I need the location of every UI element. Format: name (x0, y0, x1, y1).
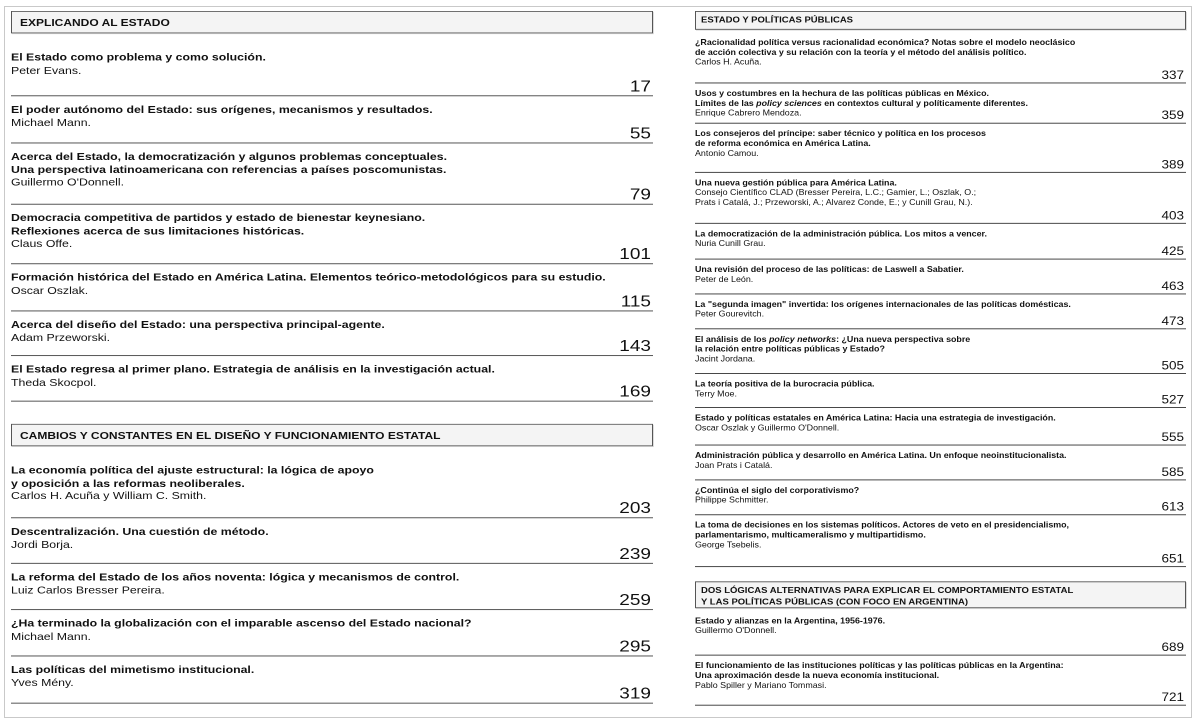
entry-title: Una nueva gestión pública para América Latina. (695, 178, 897, 188)
entry-author: Enrique Cabrero Mendoza. (695, 108, 802, 118)
entry-author: Oscar Oszlak. (11, 284, 89, 297)
entry-page-number: 55 (629, 125, 651, 143)
section-header-text: ESTADO Y POLÍTICAS PÚBLICAS (701, 15, 854, 26)
section-header-text: Y LAS POLÍTICAS PÚBLICAS (CON FOCO EN ARGENTINA) (701, 597, 969, 608)
entry-title: de reforma económica en América Latina. (695, 138, 871, 148)
entry-page-number: 721 (1161, 690, 1184, 704)
entry-title: El funcionamiento de las instituciones políticas y las políticas públicas en la Argentina: (695, 660, 1064, 670)
entry-title: Los consejeros del príncipe: saber técnico y política en los procesos (695, 129, 986, 138)
entry-title: Descentralización. Una cuestión de método. (11, 525, 269, 538)
entry-title: El Estado regresa al primer plano. Estrategia de análisis en la investigación actual. (11, 363, 495, 376)
entry-author: Oscar Oszlak y Guillermo O'Donnell. (695, 423, 840, 433)
entry-author: Peter de León. (695, 274, 754, 284)
entry-author: Yves Mény. (11, 676, 74, 689)
entry-author: Consejo Científico CLAD (Bresser Pereira, L.C.; Gamier, L.; Oszlak, O.; (695, 188, 977, 197)
entry-title: y oposición a las reformas neoliberales. (11, 477, 245, 489)
entry-page-number: 143 (619, 337, 651, 356)
entry-title: La reforma del Estado de los años noventa: lógica y mecanismos de control. (11, 571, 460, 583)
entry-author: Guillermo O'Donnell. (695, 626, 777, 636)
entry-author: Jacint Jordana. (695, 354, 756, 364)
entry-page-number: 505 (1161, 358, 1184, 373)
entry-author: Philippe Schmitter. (695, 495, 769, 505)
entry-author: Pablo Spiller y Mariano Tommasi. (695, 680, 827, 690)
entry-author: Jordi Borja. (11, 538, 74, 551)
entry-page-number: 463 (1161, 279, 1184, 293)
entry-page-number: 613 (1161, 500, 1184, 514)
entry-title: Una revisión del proceso de las políticas: de Laswell a Sabatier. (695, 264, 964, 274)
entry-author: Nuria Cunill Grau. (695, 238, 766, 248)
entry-page-number: 101 (619, 245, 651, 264)
entry-title: de acción colectiva y su relación con la teoría y el método del análisis político. (695, 47, 1027, 57)
entry-author: Joan Prats i Catalá. (695, 460, 773, 470)
toc-entry[interactable] (695, 300, 1186, 330)
entry-title: Formación histórica del Estado en América Latina. Elementos teórico-metodológicos para su estudio. (11, 271, 606, 284)
entry-page-number: 203 (619, 500, 651, 518)
entry-page-number: 585 (1161, 465, 1184, 479)
entry-page-number: 319 (619, 685, 651, 703)
toc-entry[interactable] (11, 526, 653, 564)
entry-page-number: 359 (1161, 108, 1184, 122)
section-header (695, 11, 1186, 30)
entry-page-number: 259 (619, 591, 651, 610)
entry-author: Carlos H. Acuña y William C. Smith. (11, 490, 207, 502)
entry-title: ¿Continúa el siglo del corporativismo? (695, 485, 860, 495)
entry-page-number: 169 (619, 383, 651, 401)
toc-entry[interactable] (11, 151, 653, 205)
toc-entry[interactable] (695, 335, 1186, 374)
right-column (695, 11, 1186, 711)
section-header-text: CAMBIOS Y CONSTANTES EN EL DISEÑO Y FUNCIONAMIENTO ESTATAL (20, 429, 441, 442)
toc-entry[interactable] (695, 661, 1186, 706)
toc-entry[interactable] (695, 521, 1186, 567)
toc-entry[interactable] (11, 319, 653, 356)
entry-author: Adam Przeworski. (11, 331, 111, 344)
section-header (11, 424, 653, 446)
entry-title: Acerca del Estado, la democratización y algunos problemas conceptuales. (11, 150, 447, 163)
entry-title: La toma de decisiones en los sistemas políticos. Actores de veto en el presidencialismo, (695, 520, 1070, 530)
entry-page-number: 389 (1161, 157, 1184, 172)
section-header-text: DOS LÓGICAS ALTERNATIVAS PARA EXPLICAR EL COMPORTAMIENTO ESTATAL (701, 585, 1074, 596)
toc-entry[interactable] (695, 129, 1186, 173)
entry-title: Las políticas del mimetismo institucional. (11, 663, 255, 676)
entry-author: Antonio Camou. (695, 148, 759, 158)
entry-title: Una perspectiva latinoamericana con referencias a países poscomunistas. (11, 163, 447, 176)
entry-title: ¿Racionalidad política versus racionalidad económica? Notas sobre el modelo neoclásico (695, 37, 1076, 47)
section-header (695, 581, 1186, 608)
entry-page-number: 689 (1161, 640, 1184, 654)
entry-page-number: 79 (629, 186, 651, 204)
toc-entry[interactable] (11, 571, 653, 610)
toc-entry[interactable] (11, 664, 653, 704)
entry-title: La economía política del ajuste estructural: la lógica de apoyo (11, 464, 374, 477)
toc-entry[interactable] (695, 451, 1186, 481)
entry-author: Peter Gourevitch. (695, 309, 765, 319)
entry-author: Peter Evans. (11, 64, 82, 76)
toc-entry[interactable] (11, 212, 653, 264)
toc-entry[interactable] (695, 379, 1186, 408)
entry-page-number: 473 (1161, 314, 1184, 328)
entry-page-number: 115 (620, 293, 651, 311)
entry-title: Reflexiones acerca de sus limitaciones históricas. (11, 224, 305, 237)
toc-entry[interactable] (11, 618, 653, 657)
entry-page-number: 527 (1161, 392, 1184, 407)
entry-title: La democratización de la administración pública. Los mitos a vencer. (695, 229, 987, 239)
entry-author: Luiz Carlos Bresser Pereira. (11, 583, 165, 596)
toc-entry[interactable] (695, 486, 1186, 516)
toc-entry[interactable] (11, 363, 653, 401)
entry-title: El poder autónomo del Estado: sus orígenes, mecanismos y resultados. (11, 103, 433, 116)
entry-author: Michael Mann. (11, 116, 91, 129)
entry-title: Estado y políticas estatales en América Latina: Hacia una estrategia de investigación. (695, 413, 1056, 423)
entry-author: Carlos H. Acuña. (695, 57, 762, 67)
section-header (11, 11, 653, 33)
entry-page-number: 403 (1161, 208, 1184, 222)
entry-page-number: 239 (619, 545, 651, 563)
entry-title: La teoría positiva de la burocracia pública. (695, 379, 875, 389)
toc-entry[interactable] (11, 272, 653, 312)
toc-entry[interactable] (11, 464, 653, 518)
entry-author: Michael Mann. (11, 630, 91, 642)
entry-title: El análisis de los policy networks: ¿Una nueva perspectiva sobre (695, 334, 971, 344)
entry-title: La "segunda imagen" invertida: los orígenes internacionales de las políticas domésticas. (695, 299, 1071, 309)
entry-title: Acerca del diseño del Estado: una perspectiva principal-agente. (11, 318, 385, 331)
entry-page-number: 651 (1161, 551, 1184, 566)
toc-entry[interactable] (695, 229, 1186, 259)
entry-page-number: 295 (619, 638, 651, 656)
entry-title: la relación entre políticas públicas y Estado? (695, 344, 885, 354)
entry-author: Theda Skocpol. (11, 376, 97, 388)
entry-author: Terry Moe. (695, 389, 737, 399)
entry-author: George Tsebelis. (695, 540, 762, 550)
section-header-text: EXPLICANDO AL ESTADO (20, 16, 170, 29)
entry-page-number: 337 (1161, 68, 1184, 82)
left-column (11, 11, 653, 711)
entry-title: El Estado como problema y como solución. (11, 51, 266, 64)
entry-author: Guillermo O'Donnell. (11, 176, 125, 189)
toc-entry[interactable] (11, 52, 653, 97)
entry-title: Estado y alianzas en la Argentina, 1956-1976. (695, 616, 886, 626)
toc-entry[interactable] (695, 413, 1186, 445)
toc-entry[interactable] (695, 265, 1186, 295)
toc-entry[interactable] (695, 38, 1186, 84)
entry-title: parlamentarismo, multicameralismo y multipartidismo. (695, 530, 926, 540)
toc-entry[interactable] (695, 89, 1186, 124)
entry-title: Usos y costumbres en la hechura de las políticas públicas en México. (695, 88, 989, 98)
entry-title: Una aproximación desde la nueva economía institucional. (695, 670, 940, 680)
entry-title: Administración pública y desarrollo en América Latina. Un enfoque neoinstitucionalista. (695, 450, 1067, 460)
entry-author: Prats i Catalá, J.; Przeworski, A.; Alvarez Conde, E.; y Cunill Grau, N.). (695, 197, 973, 207)
entry-page-number: 17 (629, 78, 651, 96)
entry-title: Democracia competitiva de partidos y estado de bienestar keynesiano. (11, 212, 426, 224)
toc-entry[interactable] (695, 178, 1186, 224)
entry-page-number: 555 (1161, 430, 1184, 444)
entry-page-number: 425 (1161, 244, 1184, 258)
entry-title: Límites de las policy sciences en contextos cultural y políticamente diferentes. (695, 98, 1028, 108)
toc-entry[interactable] (695, 616, 1186, 655)
entry-author: Claus Offe. (11, 237, 73, 250)
entry-title: ¿Ha terminado la globalización con el imparable ascenso del Estado nacional? (11, 617, 472, 630)
toc-entry[interactable] (11, 104, 653, 144)
